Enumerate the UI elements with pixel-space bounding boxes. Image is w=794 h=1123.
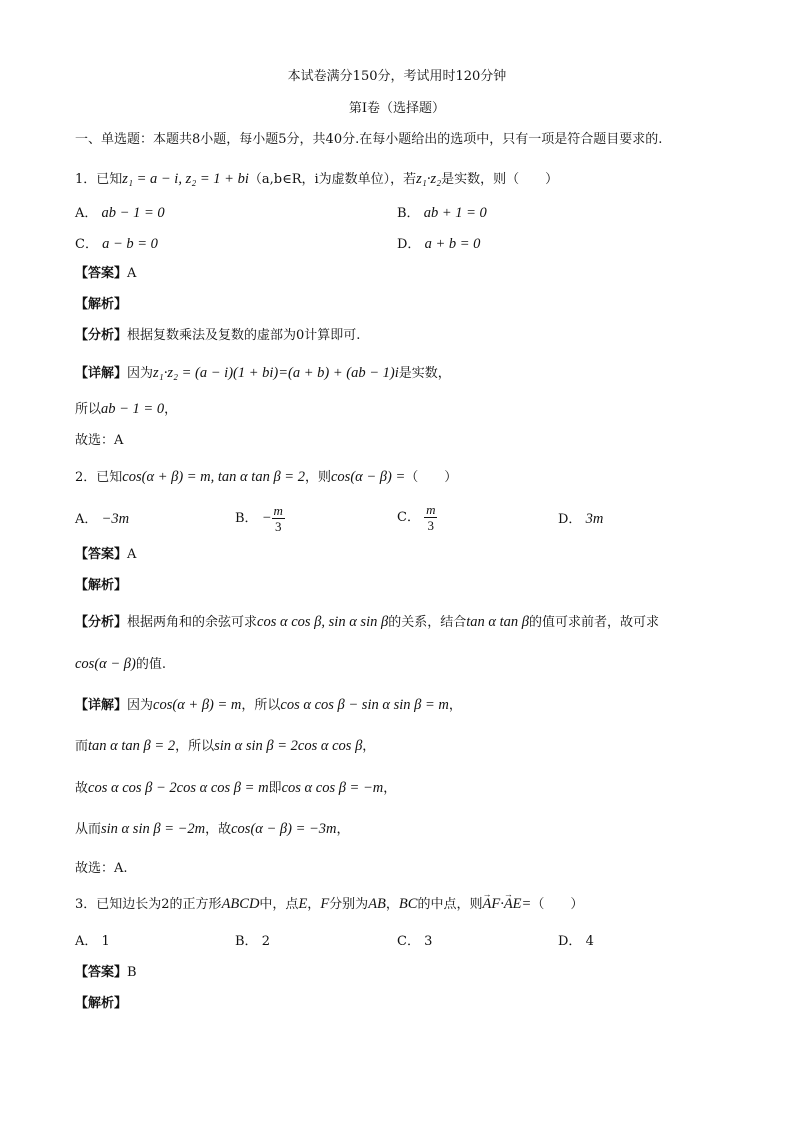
q2-fenxi-1: 【分析】根据两角和的余弦可求cos α cos β, sin α sin β的关系，结合tan α tan β的值可求前者，故可求 [75,614,659,630]
section-heading: 一、单选题：本题共8小题，每小题5分，共40分.在每小题给出的选项中，只有一项是符合题目要求的. [75,132,663,147]
q1-option-c: C． a − b = 0 [75,236,158,252]
q1-option-b: B． ab + 1 = 0 [397,205,487,221]
question-2: 2．已知cos(α + β) = m, tan α tan β = 2，则cos(α − β) =（ ） [75,469,458,485]
q2-fenxi-2: cos(α − β)的值. [75,656,166,672]
q2-detail-1: 【详解】因为cos(α + β) = m，所以cos α cos β − sin α sin β = m， [75,697,462,713]
q2-detail-2: 而tan α tan β = 2，所以sin α sin β = 2cos α cos β， [75,738,376,754]
q2-option-a: A． −3m [75,511,130,527]
q2-jiexi: 【解析】 [75,578,128,593]
q2-detail-4: 从而sin α sin β = −2m，故cos(α − β) = −3m， [75,821,350,837]
q3-jiexi: 【解析】 [75,996,128,1011]
q3-option-a: A． 1 [75,934,110,949]
q2-option-b: B． − $\frac{m}{3}$ [235,503,283,534]
q2-option-d: D． 3m [558,511,604,527]
q3-option-d: D． 4 [558,934,594,949]
q1-detail-2: 所以ab − 1 = 0， [75,401,178,417]
q2-option-c: C． $\frac{m}{3}$ [397,502,436,533]
q3-option-c: C． 3 [397,934,433,949]
question-1: 1．已知z₁ = a − i, z₂ = 1 + bi（a,b∈R，i为虚数单位），若z₁·z₂是实数，则（ ） [75,171,559,187]
fraction-m-over-3: $\frac{m}{3}$ [273,503,283,534]
q1-choose: 故选：A [75,433,124,448]
q2-detail-3: 故cos α cos β − 2cos α cos β = m即cos α cos β = −m， [75,780,397,796]
fraction-m-over-3: $\frac{m}{3}$ [426,502,436,533]
q1-jiexi: 【解析】 [75,297,128,312]
vector-ae: → AE [504,895,522,913]
q1-detail-1: 【详解】因为z₁·z₂ = (a − i)(1 + bi)=(a + b) + (ab − 1)i是实数， [75,365,451,381]
q1-option-a: A． ab − 1 = 0 [75,205,165,221]
q2-answer: 【答案】A [75,547,137,562]
exam-title: 本试卷满分150分，考试用时120分钟 [287,69,507,84]
q1-fenxi: 【分析】根据复数乘法及复数的虚部为0计算即可. [75,328,361,343]
volume-title: 第Ⅰ卷（选择题） [348,101,446,116]
q1-answer: 【答案】A [75,266,137,281]
vector-af: → AF [482,895,500,913]
q2-choose: 故选：A. [75,861,128,876]
q1-option-d: D． a + b = 0 [397,236,481,252]
q3-option-b: B． 2 [235,934,270,949]
question-3: 3．已知边长为2的正方形ABCD中，点E，F分别为AB，BC的中点，则→ AF·→ AE=（ ） [75,895,583,914]
q3-answer: 【答案】B [75,965,137,980]
